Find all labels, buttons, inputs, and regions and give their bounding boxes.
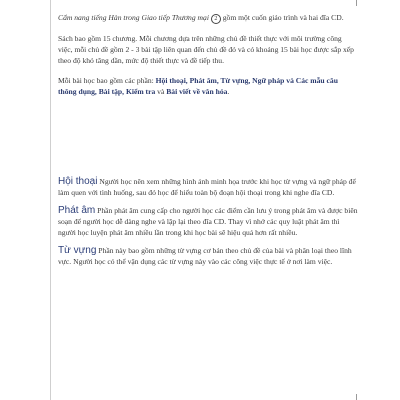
section-conversation: [58, 176, 358, 198]
volume-number-badge: 2: [211, 14, 221, 24]
section-term: Từ vựng: [58, 245, 97, 256]
intro-text: gồm một cuốn giáo trình và hai đĩa CD.: [220, 13, 344, 22]
structure-paragraph: Sách bao gồm 15 chương. Mỗi chương dựa trên những chủ đề thiết thực với môi trường công việc, mỗi chủ đề gồm 2 - 3 bài tập liên quan đến chủ đề đó và có khoảng 15 bài học được sắp xếp theo độ khó tăng dần, mức độ thiết thực và đề tiếp thu.: [58, 34, 354, 65]
book-title: Cẩm nang tiếng Hàn trong Giao tiếp Thương mại: [58, 13, 209, 22]
crop-mark-bottom: [356, 394, 357, 400]
section-spacer: [58, 97, 358, 176]
lesson-parts-list: Hội thoại, Phát âm, Từ vựng, Ngữ pháp và Các mẫu câu thông dụng, Bài tập, Kiểm tra: [58, 76, 338, 96]
lesson-parts-last: Bài viết về văn hóa: [166, 87, 228, 96]
section-term: Phát âm: [58, 205, 96, 216]
page-content: [58, 12, 358, 274]
lesson-parts-end: .: [227, 87, 230, 96]
section-text: Phần phát âm cung cấp cho người học các điểm cần lưu ý trong phát âm và được biên soạn để người học dễ dàng nghe và lặp lại theo đĩa CD. Thay vì nhớ các quy luật phát âm thì người học luyện phát âm nhiều lần trong khi học bài sẽ hiệu quả hơn rất nhiều.: [58, 206, 358, 237]
section-term: Hội thoại: [58, 176, 98, 187]
lesson-parts-lead: Mỗi bài học bao gồm các phần:: [58, 76, 156, 85]
section-text: Phần này bao gồm những từ vựng cơ bản theo chủ đề của bài và phân loại theo lĩnh vực. Người học có thể vận dụng các từ vựng này vào các công việc thực tế ở nơi làm việc.: [58, 246, 352, 266]
lesson-parts-connector: và: [155, 87, 167, 96]
section-vocabulary: [58, 245, 358, 267]
section-pronunciation: [58, 205, 358, 238]
lesson-parts-paragraph: [58, 75, 358, 97]
margin-rule: [50, 0, 51, 400]
crop-mark-top: [356, 0, 357, 6]
intro-paragraph: [58, 12, 358, 24]
section-text: Người học nên xem những hình ảnh minh họa trước khi học từ vựng và ngữ pháp để làm quen với tình huống, sau đó học để hiểu toàn bộ đoạn hội thoại trong khi nghe đĩa CD.: [58, 177, 356, 197]
